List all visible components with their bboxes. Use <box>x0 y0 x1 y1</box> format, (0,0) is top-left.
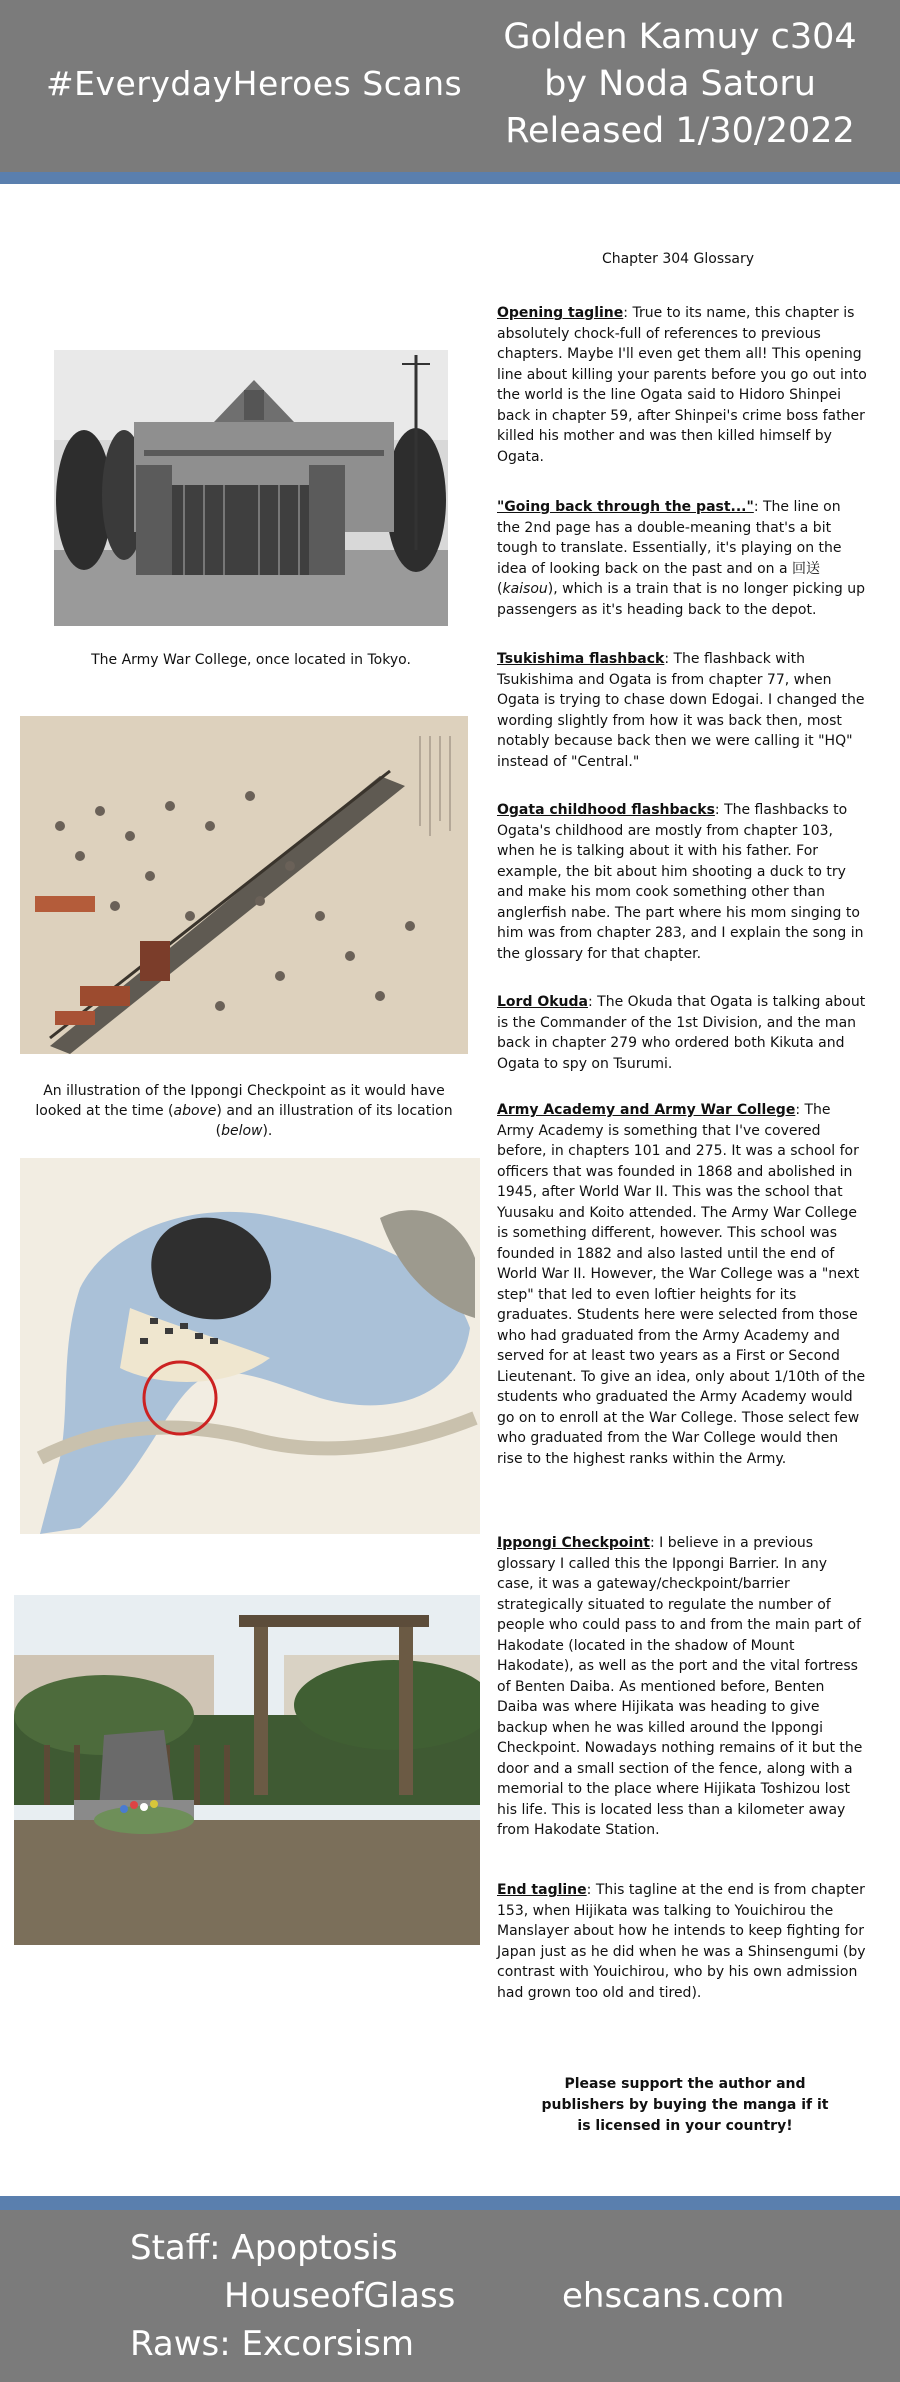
glossary-term: End tagline <box>497 1882 587 1898</box>
staff-credit: Staff: Apoptosis <box>130 2228 398 2268</box>
glossary-body: : I believe in a previous glossary I called this the Ippongi Barrier. In any case, it was a gateway/checkpoint/barrier strategically situated to regulate the number of people who could pass to and from the main part of Hakodate (located in the shadow of Mount Hakodate), as well as the port and the vital fortress of Benten Daiba. As mentioned before, Benten Daiba was where Hijikata was heading to give backup when he was killed around the Ippongi Checkpoint. Nowadays nothing remains of it but the door and a small section of the fence, along with a memorial to the place where Hijikata Toshizou lost his life. This is located less than a kilometer away from Hakodate Station. <box>497 1535 863 1838</box>
glossary-body: : True to its name, this chapter is absolutely chock-full of references to previous chapters. Maybe I'll even get them all! This opening line about killing your parents before you go out into the world is the line Ogata said to Hidoro Shinpei back in chapter 59, after Shinpei's crime boss father killed his mother and was then killed himself by Ogata. <box>497 305 867 465</box>
chapter-title: Golden Kamuy c304 <box>503 17 857 57</box>
glossary-entry-ogata-childhood <box>497 800 867 964</box>
war-college-image <box>54 350 448 626</box>
raws-credit: Raws: Excorsism <box>130 2324 414 2364</box>
glossary-term: Lord Okuda <box>497 994 588 1010</box>
glossary-entry-lord-okuda <box>497 992 867 1074</box>
caption-text-1: An illustration of the Ippongi Checkpoint as it would have looked at the time ( <box>35 1083 445 1119</box>
glossary-entry-tsukishima-flashback <box>497 649 867 772</box>
checkpoint-memorial-image <box>14 1595 480 1945</box>
caption-text-2: ) and an illustration of its location ( <box>215 1103 453 1139</box>
staff-credit-second: HouseofGlass <box>224 2276 456 2316</box>
author-line: by Noda Satoru <box>544 64 816 104</box>
glossary-body: : The Army Academy is something that I've covered before, in chapters 101 and 275. It was a school for officers that was founded in 1868 and abolished in 1945, after World War II. This was the school that Yuusaku and Koito attended. The Army War College is something different, however. This school was founded in 1882 and also lasted until the end of World War II. However, the War College was a "next step" that led to even loftier heights for its graduates. Students here were selected from those who had graduated from the Army Academy and served for at least two years as a First or Second Lieutenant. To give an idea, only about 1/10th of the students who graduated the Army Academy would go on to enroll at the War College. Those select few who graduated from the War College would then rise to the highest ranks within the Army. <box>497 1102 866 1467</box>
glossary-entry-army-academy <box>497 1100 867 1469</box>
release-date: Released 1/30/2022 <box>505 111 855 151</box>
glossary-body: : The line on the 2nd page has a double-meaning that's a bit tough to translate. Essentially, it's playing on the idea of looking back on the past and on a 回送 ( <box>497 499 842 597</box>
glossary-term: Ippongi Checkpoint <box>497 1535 650 1551</box>
glossary-title: Chapter 304 Glossary <box>601 251 755 267</box>
war-college-caption: The Army War College, once located in Tokyo. <box>91 652 411 668</box>
glossary-body-em: kaisou <box>502 581 548 597</box>
caption-above: above <box>173 1103 217 1119</box>
glossary-entry-end-tagline <box>497 1880 867 2003</box>
caption-text-3: ). <box>262 1123 273 1139</box>
site-url[interactable]: ehscans.com <box>562 2276 785 2316</box>
glossary-term: Opening tagline <box>497 305 624 321</box>
checkpoint-illustration <box>20 716 468 1054</box>
glossary-body: : The Okuda that Ogata is talking about is the Commander of the 1st Division, and the man back in chapter 279 who ordered both Kikuta and Ogata to spy on Tsurumi. <box>497 994 866 1072</box>
glossary-body: : The flashback with Tsukishima and Ogata is from chapter 77, when Ogata is trying to chase down Edogai. I changed the wording slightly from how it was back then, most notably because back then we were calling it "HQ" instead of "Central." <box>497 651 865 770</box>
header-stripe <box>0 172 900 184</box>
scan-group-name: #EverydayHeroes Scans <box>46 64 463 103</box>
glossary-term: Ogata childhood flashbacks <box>497 802 715 818</box>
glossary-entry-opening-tagline <box>497 303 867 467</box>
war-college-photo <box>54 350 448 626</box>
glossary-term: "Going back through the past..." <box>497 499 754 515</box>
glossary-term: Army Academy and Army War College <box>497 1102 796 1118</box>
glossary-entry-going-back <box>497 497 867 620</box>
release-info <box>470 14 890 155</box>
hakodate-map-illustration <box>20 1158 480 1534</box>
header-banner <box>0 0 900 172</box>
glossary-body: : The flashbacks to Ogata's childhood are mostly from chapter 103, when he is talking about it with his father. For example, the bit about him shooting a duck to try and make his mom cook something other than anglerfish nabe. The part where his mom singing to him was from chapter 283, and I explain the song in the glossary for that chapter. <box>497 802 864 962</box>
glossary-term: Tsukishima flashback <box>497 651 665 667</box>
support-message: Please support the author and publishers by buying the manga if it is licensed in your country! <box>541 2076 829 2134</box>
checkpoint-illustration-image <box>20 716 468 1054</box>
hakodate-map-image <box>20 1158 480 1534</box>
checkpoint-memorial-photo <box>14 1595 480 1945</box>
glossary-entry-ippongi-checkpoint <box>497 1533 867 1841</box>
glossary-body: ), which is a train that is no longer picking up passengers as it's heading back to the depot. <box>497 581 865 618</box>
caption-below: below <box>221 1123 263 1139</box>
glossary-body: : This tagline at the end is from chapter 153, when Hijikata was talking to Youichirou the Manslayer about how he intends to keep fighting for Japan just as he did when he was a Shinsengumi (by contrast with Youichirou, who by his own admission had grown too old and tired). <box>497 1882 866 2001</box>
checkpoint-caption <box>20 1081 468 1141</box>
footer-stripe <box>0 2196 900 2210</box>
